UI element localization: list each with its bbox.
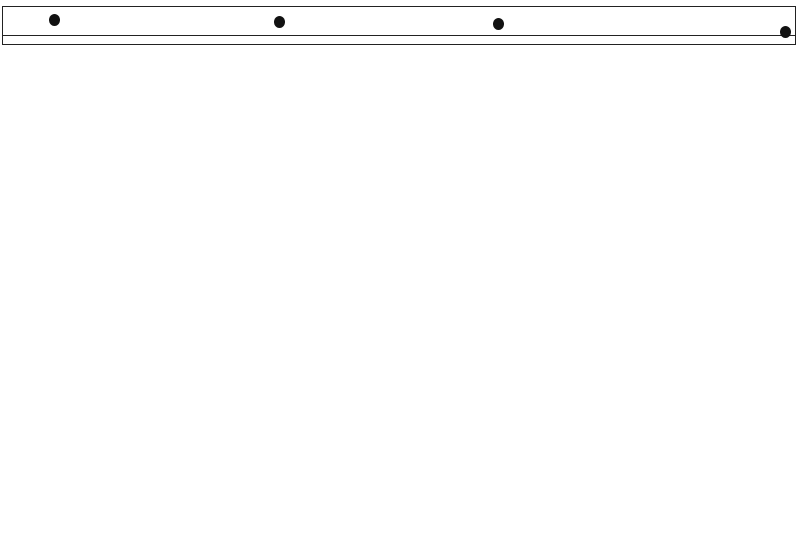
redaction-blot: [493, 18, 504, 30]
redaction-blot: [274, 16, 285, 28]
column-number-row: [2, 36, 796, 45]
table-header: [2, 6, 796, 36]
salary-table: [2, 6, 796, 557]
redaction-blot: [49, 14, 60, 26]
redaction-blot: [780, 26, 791, 38]
